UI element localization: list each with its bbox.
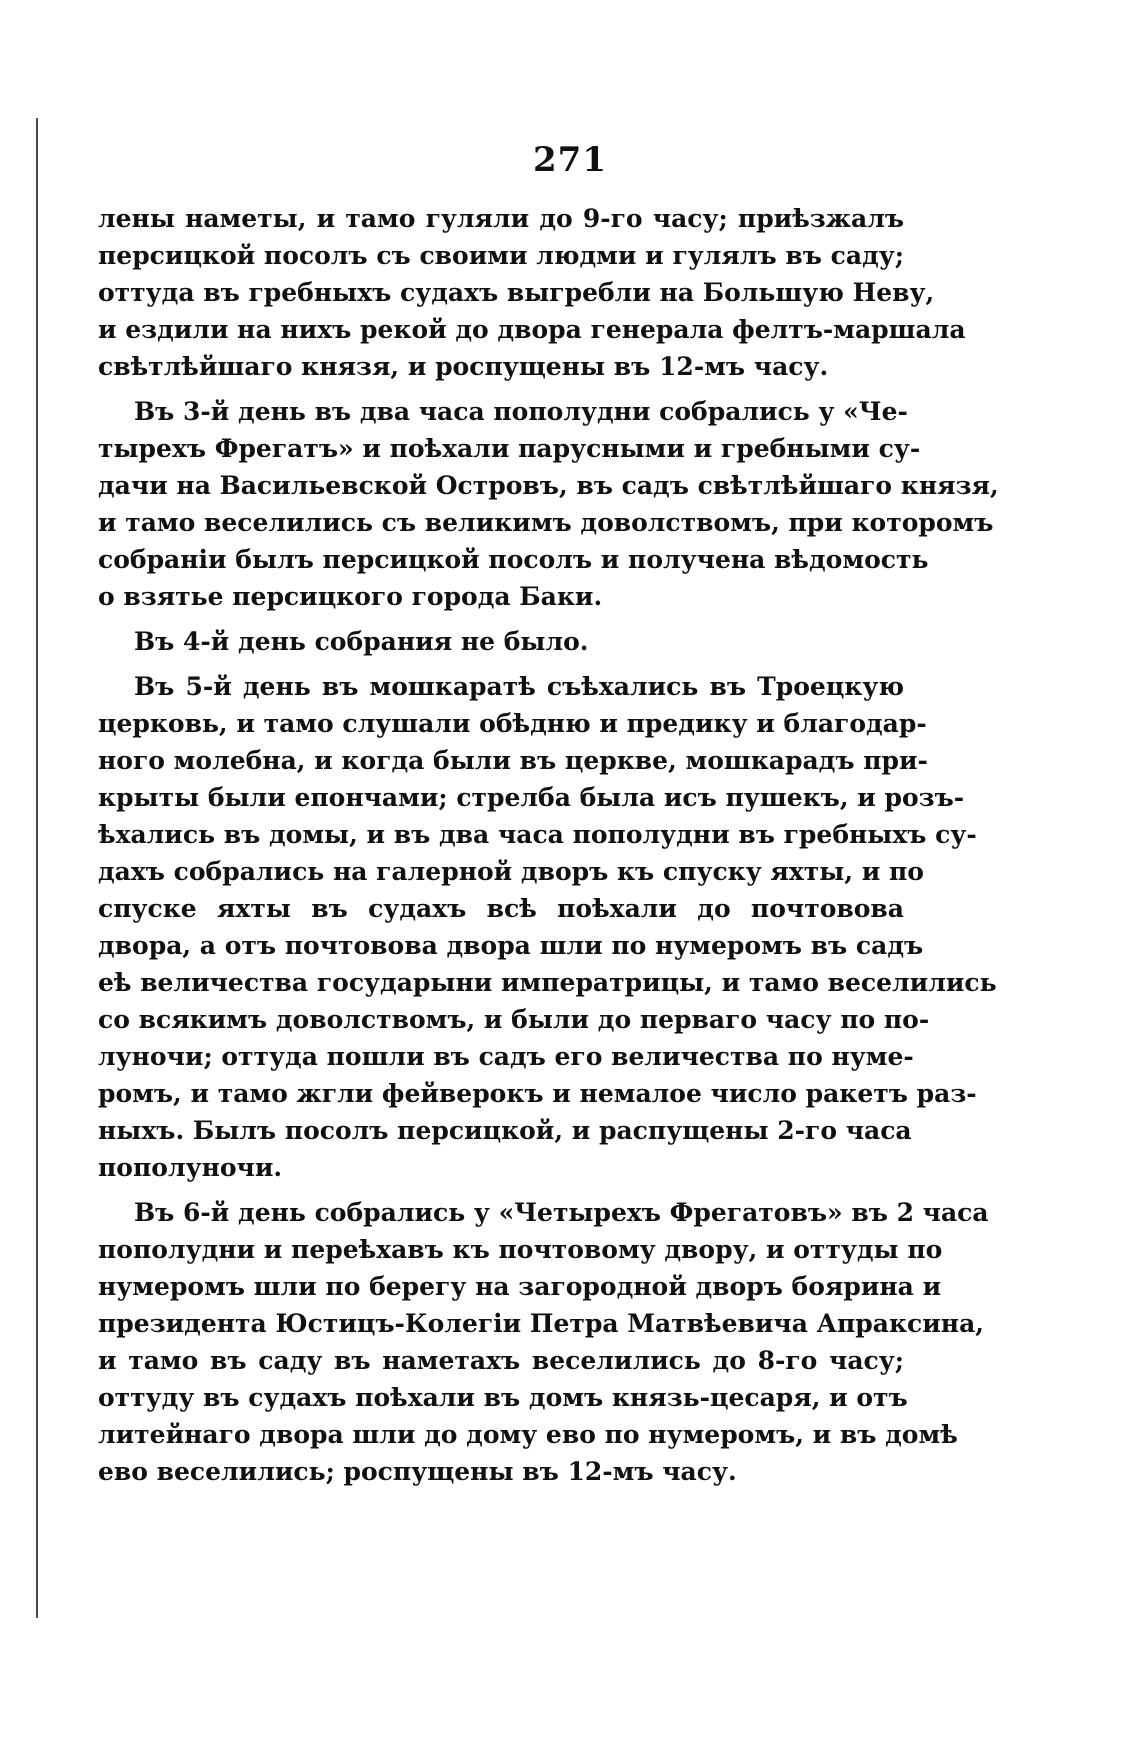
text-line: литейнаго двора шли до дому ево по нумеромъ, и въ домѣ [98,1420,958,1449]
text-line: ромъ, и тамо жгли фейверокъ и немалое число ракетъ раз- [98,1079,977,1108]
page-number: 271 [533,140,607,180]
text-line: собраніи былъ персицкой посолъ и получена вѣдомость [98,545,929,574]
text-line: ныхъ. Былъ посолъ персицкой, и распущены 2-го часа [98,1116,912,1145]
text-line: Въ 4-й день собрания не было. [134,627,589,656]
text-line: Въ 3-й день въ два часа пополудни собрались у «Че- [134,397,908,426]
text-line: ного молебна, и когда были въ церкве, мошкарадъ при- [98,746,928,775]
text-line: и тамо веселились съ великимъ доволствомъ, при которомъ [98,508,994,537]
paragraph-gap [98,660,904,668]
text-line: спуске яхты въ судахъ всѣ поѣхали до почтовова [98,894,904,923]
body-text [98,200,999,1490]
text-line: оттуду въ судахъ поѣхали въ домъ князь-цесаря, и отъ [98,1383,908,1412]
page-edge-rule [36,118,38,1618]
text-line: церковь, и тамо слушали обѣдню и предику и благодар- [98,709,927,738]
text-line: ѣхались въ домы, и въ два часа пополудни въ гребныхъ су- [98,820,977,849]
text-line: со всякимъ доволствомъ, и были до перваго часу по по- [98,1005,930,1034]
text-line: свѣтлѣйшаго князя, и роспущены въ 12-мъ часу. [98,352,829,381]
text-line: еѣ величества государыни императрицы, и тамо веселились [98,968,997,997]
text-line: президента Юстицъ-Колегіи Петра Матвѣевича Апраксина, [98,1309,984,1338]
text-line: дачи на Васильевской Островъ, въ садъ свѣтлѣйшаго князя, [98,471,999,500]
paragraph-gap [98,615,904,623]
text-line: лены наметы, и тамо гуляли до 9-го часу; приѣзжалъ [98,204,904,233]
text-line: о взятье персицкого города Баки. [98,582,603,611]
text-line: крыты были епончами; стрелба была исъ пушекъ, и розъ- [98,783,965,812]
text-line: двора, а отъ почтовова двора шли по нумеромъ въ садъ [98,931,924,960]
text-line: нумеромъ шли по берегу на загородной дворъ боярина и [98,1272,942,1301]
text-line: луночи; оттуда пошли въ садъ его величества по нуме- [98,1042,914,1071]
paragraph-gap [98,1186,904,1194]
text-line: тырехъ Фрегатъ» и поѣхали парусными и гребными су- [98,434,921,463]
text-line: дахъ собрались на галерной дворъ къ спуску яхты, и по [98,857,924,886]
text-line: пополуночи. [98,1153,283,1182]
text-line: ево веселились; роспущены въ 12-мъ часу. [98,1457,737,1486]
text-line: и ездили на нихъ рекой до двора генерала фелтъ-маршала [98,315,966,344]
paragraph-gap [98,385,904,393]
text-line: и тамо въ саду въ наметахъ веселились до 8-го часу; [98,1346,904,1375]
text-line: Въ 5-й день въ мошкаратѣ съѣхались въ Троецкую [134,672,904,701]
text-line: пополудни и переѣхавъ къ почтовому двору, и оттуды по [98,1235,943,1264]
text-line: Въ 6-й день собрались у «Четырехъ Фрегатовъ» въ 2 часа [134,1198,989,1227]
text-line: оттуда въ гребныхъ судахъ выгребли на Большую Неву, [98,278,935,307]
text-line: персицкой посолъ съ своими людми и гулялъ въ саду; [98,241,904,270]
